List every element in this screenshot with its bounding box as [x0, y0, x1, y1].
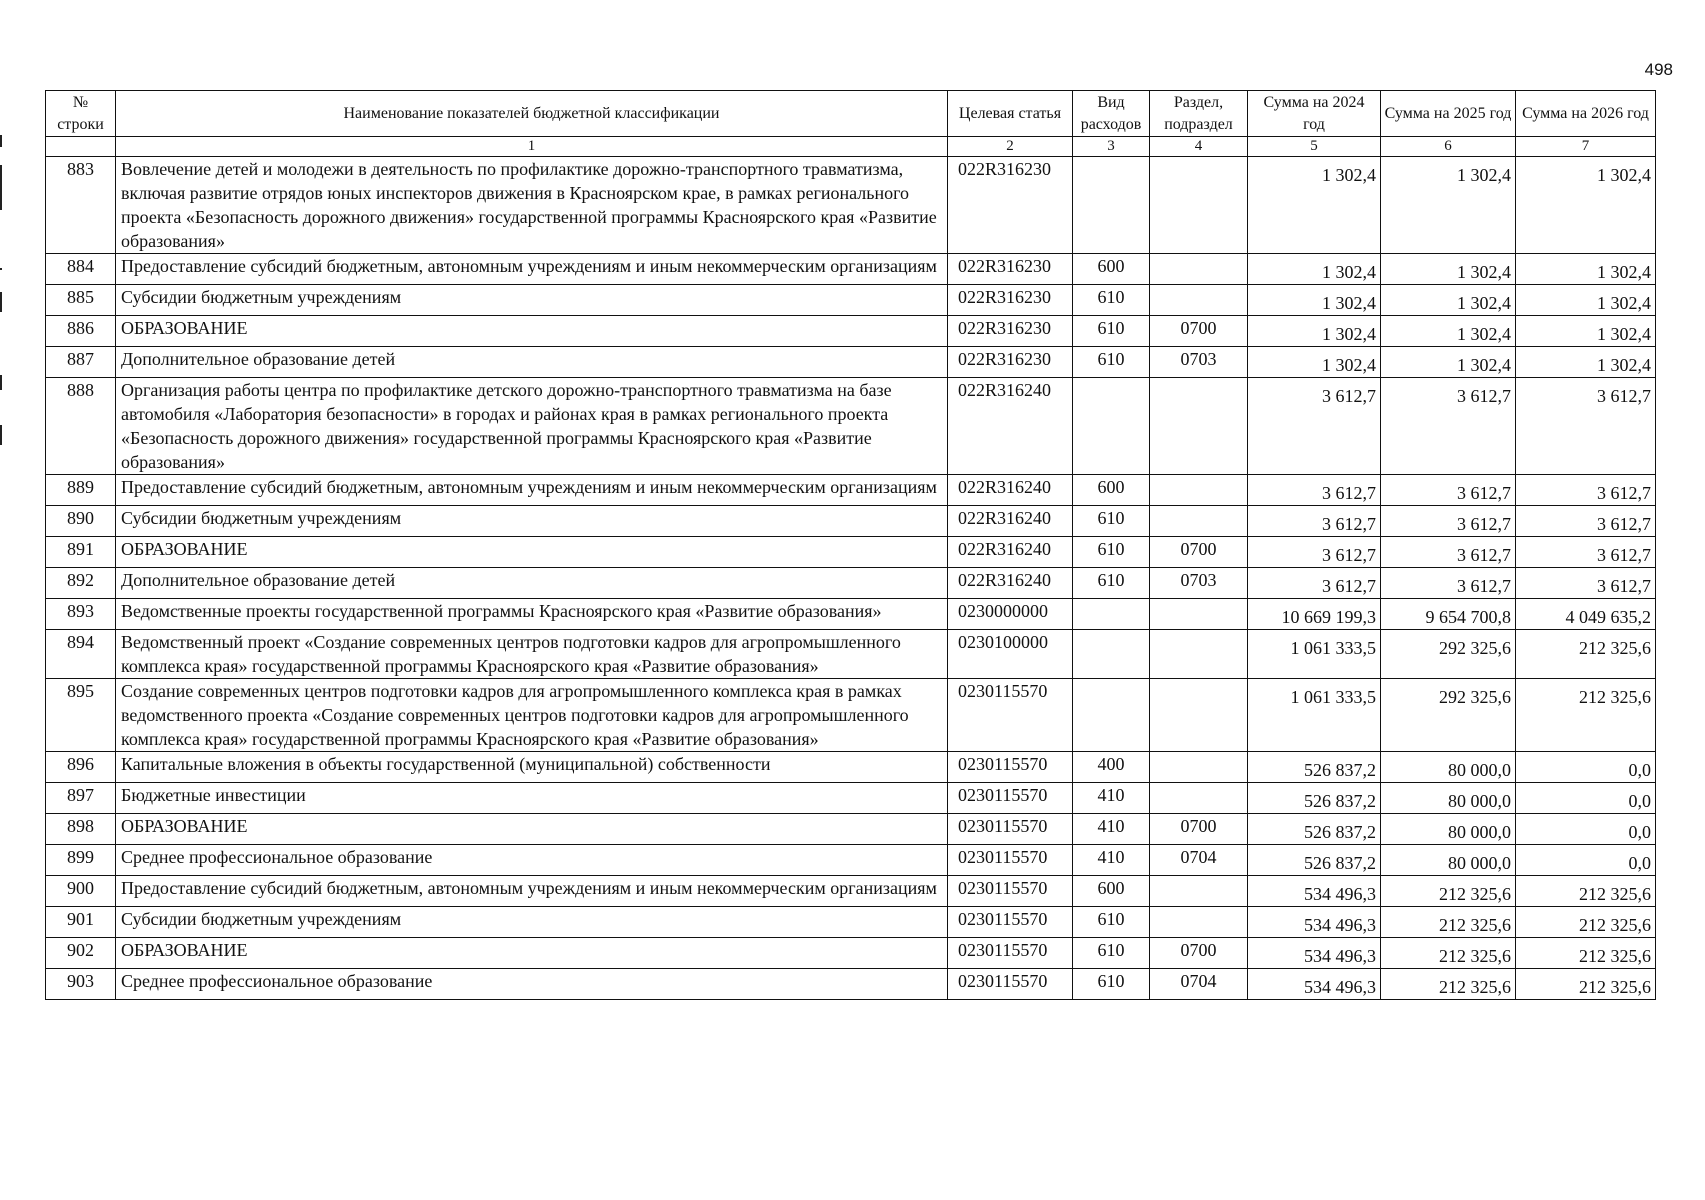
cell-row-number: 898: [46, 814, 116, 845]
cell-sum-2024: 1 302,4: [1248, 316, 1381, 347]
cell-target-article: 022R316230: [948, 316, 1073, 347]
cell-sum-2026: 3 612,7: [1516, 537, 1656, 568]
cell-sum-2024: 3 612,7: [1248, 506, 1381, 537]
table-row: [46, 845, 1656, 876]
cell-sum-2024: 526 837,2: [1248, 783, 1381, 814]
cell-sum-2024: 526 837,2: [1248, 814, 1381, 845]
cell-section: [1150, 506, 1248, 537]
cell-row-number: 887: [46, 347, 116, 378]
cell-section: [1150, 907, 1248, 938]
table-row: [46, 157, 1656, 254]
cell-target-article: 022R316230: [948, 285, 1073, 316]
cell-sum-2024: 3 612,7: [1248, 475, 1381, 506]
table-row: [46, 814, 1656, 845]
cell-sum-2024: 1 061 333,5: [1248, 679, 1381, 752]
cell-name: Среднее профессиональное образование: [116, 845, 948, 876]
cell-target-article: 0230115570: [948, 969, 1073, 1000]
header-sum-2024: Сумма на 2024 год: [1248, 91, 1381, 137]
header-target: Целевая статья: [948, 91, 1073, 137]
cell-sum-2026: 1 302,4: [1516, 285, 1656, 316]
cell-expense-type: 610: [1073, 506, 1150, 537]
cell-sum-2026: 1 302,4: [1516, 157, 1656, 254]
cell-target-article: 022R316240: [948, 378, 1073, 475]
cell-row-number: 902: [46, 938, 116, 969]
cell-sum-2025: 9 654 700,8: [1381, 599, 1516, 630]
cell-expense-type: [1073, 378, 1150, 475]
cell-name: Бюджетные инвестиции: [116, 783, 948, 814]
table-header: [46, 91, 1656, 157]
cell-expense-type: [1073, 679, 1150, 752]
cell-sum-2025: 80 000,0: [1381, 814, 1516, 845]
cell-section: [1150, 378, 1248, 475]
cell-expense-type: 610: [1073, 969, 1150, 1000]
cell-name: ОБРАЗОВАНИЕ: [116, 814, 948, 845]
cell-sum-2024: 3 612,7: [1248, 537, 1381, 568]
cell-target-article: 022R316230: [948, 157, 1073, 254]
cell-name: Вовлечение детей и молодежи в деятельность по профилактике дорожно-транспортного травматизма, включая развитие отрядов юных инспекторов движения в Красноярском крае, в рамках регионального проекта «Безопасность дорожного движения» государственной программы Красноярского края «Развитие образования»: [116, 157, 948, 254]
cell-sum-2025: 1 302,4: [1381, 347, 1516, 378]
cell-sum-2025: 80 000,0: [1381, 752, 1516, 783]
page-number: 498: [1644, 60, 1673, 79]
cell-target-article: 022R316240: [948, 506, 1073, 537]
cell-section: 0703: [1150, 568, 1248, 599]
cell-row-number: 892: [46, 568, 116, 599]
cell-sum-2024: 1 061 333,5: [1248, 630, 1381, 679]
table-row: [46, 783, 1656, 814]
cell-sum-2025: 3 612,7: [1381, 475, 1516, 506]
cell-sum-2026: 212 325,6: [1516, 679, 1656, 752]
margin-mark: [0, 165, 2, 210]
cell-sum-2024: 1 302,4: [1248, 347, 1381, 378]
cell-sum-2025: 3 612,7: [1381, 537, 1516, 568]
table-row: [46, 475, 1656, 506]
cell-sum-2026: 212 325,6: [1516, 938, 1656, 969]
cell-sum-2024: 1 302,4: [1248, 157, 1381, 254]
cell-expense-type: 610: [1073, 537, 1150, 568]
cell-sum-2025: 1 302,4: [1381, 157, 1516, 254]
cell-sum-2026: 3 612,7: [1516, 378, 1656, 475]
cell-sum-2025: 3 612,7: [1381, 378, 1516, 475]
cell-target-article: 0230115570: [948, 814, 1073, 845]
cell-row-number: 895: [46, 679, 116, 752]
cell-name: ОБРАЗОВАНИЕ: [116, 938, 948, 969]
cell-row-number: 884: [46, 254, 116, 285]
cell-sum-2025: 212 325,6: [1381, 969, 1516, 1000]
cell-sum-2026: 0,0: [1516, 752, 1656, 783]
cell-sum-2024: 534 496,3: [1248, 969, 1381, 1000]
column-number: 1: [116, 137, 948, 157]
cell-section: [1150, 630, 1248, 679]
cell-section: [1150, 752, 1248, 783]
column-number: 6: [1381, 137, 1516, 157]
table-row: [46, 285, 1656, 316]
column-number: 7: [1516, 137, 1656, 157]
table-row: [46, 752, 1656, 783]
cell-name: Дополнительное образование детей: [116, 568, 948, 599]
cell-name: Среднее профессиональное образование: [116, 969, 948, 1000]
cell-expense-type: 410: [1073, 845, 1150, 876]
cell-sum-2026: 3 612,7: [1516, 568, 1656, 599]
cell-expense-type: [1073, 599, 1150, 630]
column-number-row: [46, 137, 1656, 157]
cell-section: 0700: [1150, 537, 1248, 568]
cell-sum-2025: 1 302,4: [1381, 316, 1516, 347]
cell-expense-type: 400: [1073, 752, 1150, 783]
cell-sum-2025: 292 325,6: [1381, 679, 1516, 752]
cell-expense-type: [1073, 630, 1150, 679]
cell-sum-2024: 534 496,3: [1248, 907, 1381, 938]
cell-sum-2024: 534 496,3: [1248, 938, 1381, 969]
column-number: 3: [1073, 137, 1150, 157]
cell-section: [1150, 679, 1248, 752]
cell-name: Капитальные вложения в объекты государственной (муниципальной) собственности: [116, 752, 948, 783]
column-number: [46, 137, 116, 157]
cell-section: [1150, 285, 1248, 316]
cell-sum-2026: 1 302,4: [1516, 254, 1656, 285]
cell-row-number: 889: [46, 475, 116, 506]
cell-section: 0704: [1150, 845, 1248, 876]
cell-sum-2025: 212 325,6: [1381, 876, 1516, 907]
table-row: [46, 679, 1656, 752]
cell-expense-type: 600: [1073, 876, 1150, 907]
cell-sum-2024: 3 612,7: [1248, 378, 1381, 475]
table-row: [46, 537, 1656, 568]
header-sum-2026: Сумма на 2026 год: [1516, 91, 1656, 137]
cell-name: Предоставление субсидий бюджетным, автономным учреждениям и иным некоммерческим организациям: [116, 475, 948, 506]
cell-target-article: 022R316240: [948, 568, 1073, 599]
header-sum-2025: Сумма на 2025 год: [1381, 91, 1516, 137]
cell-target-article: 0230115570: [948, 679, 1073, 752]
margin-mark: [0, 292, 2, 312]
table-row: [46, 938, 1656, 969]
cell-name: Субсидии бюджетным учреждениям: [116, 285, 948, 316]
cell-expense-type: 610: [1073, 568, 1150, 599]
cell-section: [1150, 876, 1248, 907]
cell-sum-2026: 4 049 635,2: [1516, 599, 1656, 630]
cell-section: 0700: [1150, 814, 1248, 845]
cell-name: Создание современных центров подготовки кадров для агропромышленного комплекса края в рамках ведомственного проекта «Создание современных центров подготовки кадров для агропромышленного комплекса края» государственной программы Красноярского края «Развитие образования»: [116, 679, 948, 752]
cell-row-number: 900: [46, 876, 116, 907]
cell-name: ОБРАЗОВАНИЕ: [116, 537, 948, 568]
cell-row-number: 903: [46, 969, 116, 1000]
cell-sum-2024: 526 837,2: [1248, 752, 1381, 783]
cell-name: Дополнительное образование детей: [116, 347, 948, 378]
cell-row-number: 891: [46, 537, 116, 568]
cell-sum-2024: 1 302,4: [1248, 285, 1381, 316]
cell-sum-2026: 212 325,6: [1516, 969, 1656, 1000]
cell-section: [1150, 475, 1248, 506]
cell-sum-2026: 0,0: [1516, 783, 1656, 814]
cell-target-article: 0230000000: [948, 599, 1073, 630]
cell-row-number: 896: [46, 752, 116, 783]
header-expense-type: Вид расходов: [1073, 91, 1150, 137]
cell-expense-type: 610: [1073, 907, 1150, 938]
table-row: [46, 506, 1656, 537]
table-row: [46, 630, 1656, 679]
cell-row-number: 893: [46, 599, 116, 630]
cell-name: Ведомственный проект «Создание современных центров подготовки кадров для агропромышленного комплекса края» государственной программы Красноярского края «Развитие образования»: [116, 630, 948, 679]
cell-expense-type: 410: [1073, 814, 1150, 845]
cell-row-number: 894: [46, 630, 116, 679]
cell-target-article: 0230115570: [948, 938, 1073, 969]
table-row: [46, 599, 1656, 630]
cell-name: ОБРАЗОВАНИЕ: [116, 316, 948, 347]
cell-sum-2025: 3 612,7: [1381, 506, 1516, 537]
cell-section: [1150, 783, 1248, 814]
cell-expense-type: 610: [1073, 316, 1150, 347]
cell-sum-2024: 534 496,3: [1248, 876, 1381, 907]
cell-sum-2026: 3 612,7: [1516, 475, 1656, 506]
header-row-no: № строки: [46, 91, 116, 137]
cell-sum-2025: 1 302,4: [1381, 285, 1516, 316]
cell-target-article: 0230100000: [948, 630, 1073, 679]
cell-sum-2026: 1 302,4: [1516, 347, 1656, 378]
cell-expense-type: 610: [1073, 285, 1150, 316]
header-name: Наименование показателей бюджетной классификации: [116, 91, 948, 137]
cell-name: Организация работы центра по профилактике детского дорожно-транспортного травматизма на базе автомобиля «Лаборатория безопасности» в городах и районах края в рамках регионального проекта «Безопасность дорожного движения» государственной программы Красноярского края «Развитие образования»: [116, 378, 948, 475]
cell-sum-2026: 0,0: [1516, 814, 1656, 845]
cell-name: Ведомственные проекты государственной программы Красноярского края «Развитие образования»: [116, 599, 948, 630]
cell-expense-type: 600: [1073, 254, 1150, 285]
margin-mark: [0, 268, 2, 270]
margin-mark: [0, 375, 2, 390]
cell-sum-2026: 1 302,4: [1516, 316, 1656, 347]
cell-section: 0700: [1150, 316, 1248, 347]
cell-sum-2026: 212 325,6: [1516, 907, 1656, 938]
cell-expense-type: 600: [1073, 475, 1150, 506]
table-row: [46, 969, 1656, 1000]
table-row: [46, 254, 1656, 285]
cell-name: Предоставление субсидий бюджетным, автономным учреждениям и иным некоммерческим организациям: [116, 876, 948, 907]
budget-table: [45, 90, 1656, 1000]
cell-target-article: 0230115570: [948, 876, 1073, 907]
cell-sum-2025: 212 325,6: [1381, 907, 1516, 938]
cell-sum-2024: 10 669 199,3: [1248, 599, 1381, 630]
cell-row-number: 890: [46, 506, 116, 537]
table-body: [46, 157, 1656, 1000]
cell-sum-2024: 1 302,4: [1248, 254, 1381, 285]
cell-name: Субсидии бюджетным учреждениям: [116, 506, 948, 537]
cell-row-number: 901: [46, 907, 116, 938]
column-number: 5: [1248, 137, 1381, 157]
cell-section: 0704: [1150, 969, 1248, 1000]
cell-name: Предоставление субсидий бюджетным, автономным учреждениям и иным некоммерческим организациям: [116, 254, 948, 285]
cell-row-number: 899: [46, 845, 116, 876]
cell-sum-2025: 80 000,0: [1381, 783, 1516, 814]
cell-section: 0700: [1150, 938, 1248, 969]
cell-row-number: 897: [46, 783, 116, 814]
cell-row-number: 886: [46, 316, 116, 347]
cell-sum-2025: 212 325,6: [1381, 938, 1516, 969]
cell-section: [1150, 599, 1248, 630]
table-row: [46, 347, 1656, 378]
cell-section: 0703: [1150, 347, 1248, 378]
cell-name: Субсидии бюджетным учреждениям: [116, 907, 948, 938]
cell-expense-type: 410: [1073, 783, 1150, 814]
cell-target-article: 022R316230: [948, 254, 1073, 285]
header-row: [46, 91, 1656, 137]
cell-target-article: 022R316230: [948, 347, 1073, 378]
cell-sum-2026: 212 325,6: [1516, 630, 1656, 679]
cell-target-article: 022R316240: [948, 475, 1073, 506]
table-row: [46, 907, 1656, 938]
cell-sum-2026: 0,0: [1516, 845, 1656, 876]
cell-target-article: 0230115570: [948, 783, 1073, 814]
table-row: [46, 876, 1656, 907]
cell-expense-type: 610: [1073, 938, 1150, 969]
cell-sum-2024: 526 837,2: [1248, 845, 1381, 876]
margin-mark: [0, 135, 2, 147]
cell-target-article: 0230115570: [948, 752, 1073, 783]
column-number: 4: [1150, 137, 1248, 157]
cell-sum-2026: 212 325,6: [1516, 876, 1656, 907]
table-row: [46, 316, 1656, 347]
cell-section: [1150, 254, 1248, 285]
cell-target-article: 0230115570: [948, 907, 1073, 938]
cell-sum-2025: 80 000,0: [1381, 845, 1516, 876]
table-row: [46, 568, 1656, 599]
cell-target-article: 022R316240: [948, 537, 1073, 568]
cell-expense-type: 610: [1073, 347, 1150, 378]
cell-sum-2024: 3 612,7: [1248, 568, 1381, 599]
cell-section: [1150, 157, 1248, 254]
cell-sum-2026: 3 612,7: [1516, 506, 1656, 537]
cell-row-number: 885: [46, 285, 116, 316]
header-section: Раздел, подраздел: [1150, 91, 1248, 137]
cell-target-article: 0230115570: [948, 845, 1073, 876]
cell-sum-2025: 3 612,7: [1381, 568, 1516, 599]
cell-expense-type: [1073, 157, 1150, 254]
table-row: [46, 378, 1656, 475]
cell-sum-2025: 292 325,6: [1381, 630, 1516, 679]
margin-mark: [0, 425, 2, 445]
cell-row-number: 883: [46, 157, 116, 254]
cell-row-number: 888: [46, 378, 116, 475]
cell-sum-2025: 1 302,4: [1381, 254, 1516, 285]
column-number: 2: [948, 137, 1073, 157]
